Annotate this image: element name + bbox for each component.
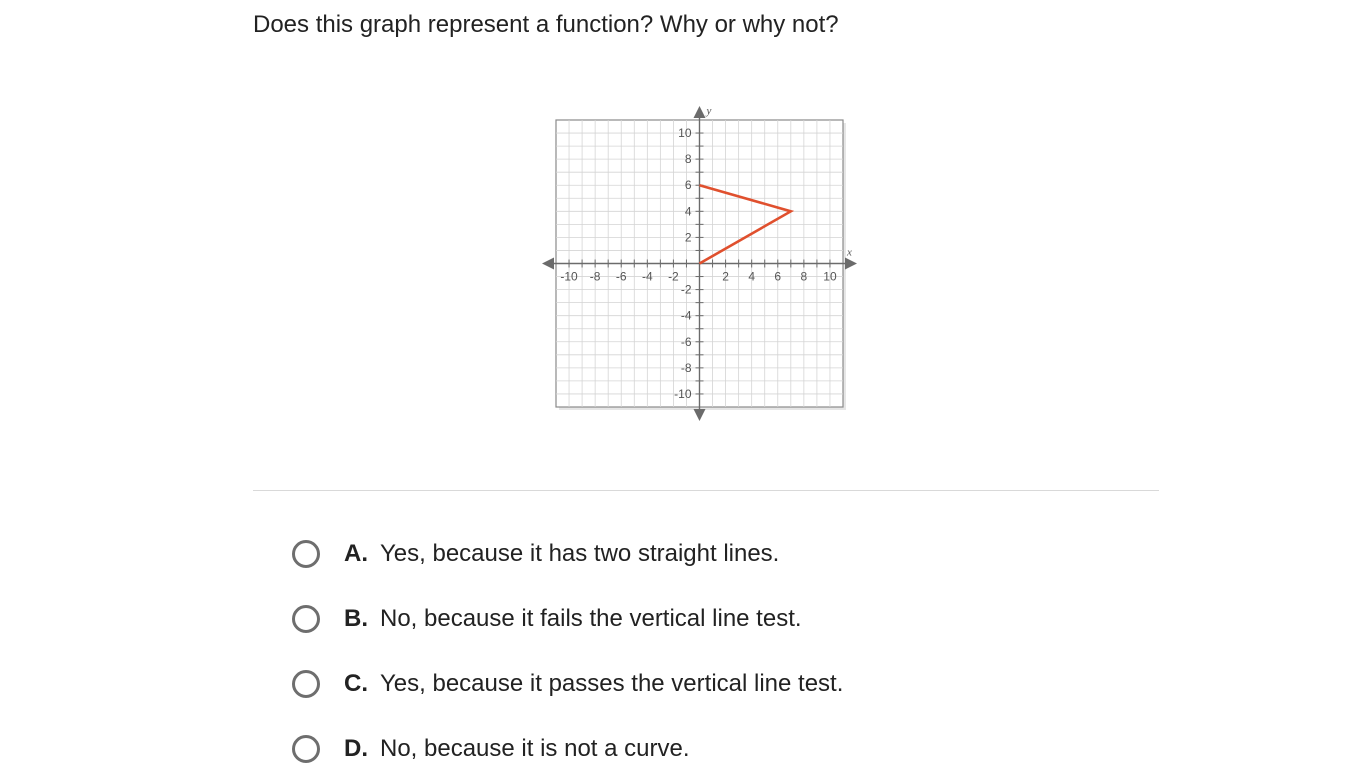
x-tick-label: -6 <box>615 269 627 284</box>
y-tick-label: -8 <box>680 360 692 375</box>
radio-button[interactable] <box>292 605 320 633</box>
choice-text: No, because it is not a curve. <box>380 734 690 762</box>
choice-text: No, because it fails the vertical line test. <box>380 604 802 632</box>
coordinate-graph <box>536 100 866 430</box>
x-tick-label: -10 <box>560 269 578 284</box>
radio-button[interactable] <box>292 540 320 568</box>
choice-b[interactable] <box>292 586 1152 651</box>
answer-choices <box>292 521 1152 768</box>
y-axis-label: y <box>706 105 712 117</box>
choice-d[interactable] <box>292 716 1152 768</box>
y-tick-label: 2 <box>684 230 692 245</box>
x-axis-left-arrow <box>542 258 554 270</box>
x-axis-right-arrow <box>845 258 857 270</box>
choice-a[interactable] <box>292 521 1152 586</box>
divider <box>253 490 1159 491</box>
x-tick-label: 6 <box>774 269 782 284</box>
choice-letter: A. <box>344 539 368 567</box>
x-axis-label: x <box>847 246 852 259</box>
choice-c[interactable] <box>292 651 1152 716</box>
y-axis-up-arrow <box>694 106 706 118</box>
y-tick-label: 6 <box>684 178 692 193</box>
x-tick-label: 4 <box>748 269 756 284</box>
x-tick-label: -2 <box>668 269 679 284</box>
x-tick-label: 10 <box>823 269 837 284</box>
choice-letter: C. <box>344 669 368 697</box>
choice-letter: B. <box>344 604 368 632</box>
x-tick-label: -8 <box>589 269 601 284</box>
choice-text: Yes, because it has two straight lines. <box>380 539 780 567</box>
y-tick-label: -10 <box>674 386 692 401</box>
x-tick-label: 8 <box>800 269 808 284</box>
y-tick-label: 8 <box>684 152 692 167</box>
x-tick-label: 2 <box>722 269 729 284</box>
question-text: Does this graph represent a function? Why or why not? <box>253 11 839 38</box>
y-tick-label: -6 <box>680 334 692 349</box>
y-axis-down-arrow <box>694 409 706 421</box>
y-tick-label: 10 <box>678 126 692 141</box>
coordinate-graph-svg <box>536 100 866 430</box>
choice-text: Yes, because it passes the vertical line test. <box>380 669 844 697</box>
radio-button[interactable] <box>292 670 320 698</box>
radio-button[interactable] <box>292 735 320 763</box>
y-tick-label: -2 <box>680 282 692 297</box>
choice-letter: D. <box>344 734 368 762</box>
y-tick-label: 4 <box>684 204 692 219</box>
y-tick-label: -4 <box>680 308 692 323</box>
x-tick-label: -4 <box>641 269 653 284</box>
